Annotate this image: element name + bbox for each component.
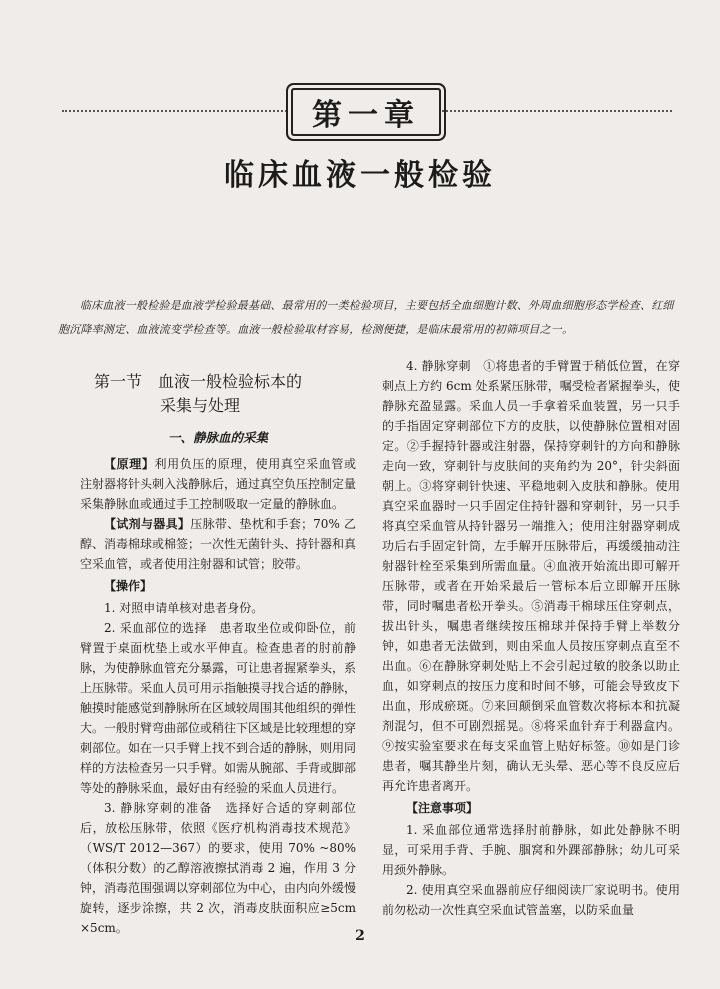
chapter-intro: 临床血液一般检验是血液学检验最基础、最常用的一类检验项目，主要包括全血细胞计数、外周血细胞形态学检查、红细胞沉降率测定、血液流变学检查等。血液一般检验取材容易，检测便捷，是临床最常用的初筛项目之一。 <box>58 299 674 336</box>
principle-text: 利用负压的原理，使用真空采血管或注射器将针头刺入浅静脉后，通过真空负压控制定量采集静脉血或通过手工控制吸取一定量的静脉血。 <box>80 457 357 511</box>
reagents-tag: 【试剂与器具】 <box>104 517 191 531</box>
section-title-line2: 采集与处理 <box>160 396 241 415</box>
dotted-rule-left <box>62 110 287 112</box>
reagents-text: 压脉带、垫枕和手套；70% 乙醇、消毒棉球或棉签；一次性无菌针头、持针器和真空采血管，或者使用注射器和试管；胶带。 <box>80 517 357 571</box>
principle-paragraph <box>80 454 356 514</box>
section-title <box>94 370 356 418</box>
page-number: 2 <box>355 928 365 944</box>
step-3: 3. 静脉穿刺的准备 选择好合适的穿刺部位后，放松压脉带，依照《医疗机构消毒技术规范》（WS/T 2012—367）的要求，使用 70% ~80%（体积分数）的乙醇溶液擦拭消毒 2 遍，作用 3 分钟，消毒范围强调以穿刺部位为中心，由内向外缓慢旋转，逐步涂擦，共 2 次，消毒皮肤面积应≥5cm ×5cm。 <box>80 801 357 935</box>
right-column <box>382 356 680 920</box>
chapter-title: 临床血液一般检验 <box>224 158 496 193</box>
section-title-line1: 第一节 血液一般检验标本的 <box>94 372 303 391</box>
operation-heading: 【操作】 <box>104 579 153 593</box>
chapter-header <box>62 88 672 138</box>
note-2: 2. 使用真空采血器前应仔细阅读厂家说明书。使用前勿松动一次性真空采血试管盖塞，以防采血量 <box>382 883 680 917</box>
left-column <box>80 356 356 938</box>
principle-tag: 【原理】 <box>104 457 155 471</box>
dotted-rule-right <box>442 110 672 112</box>
step-1: 1. 对照申请单核对患者身份。 <box>104 601 264 615</box>
chapter-label: 第一章 <box>291 88 441 136</box>
step-2: 2. 采血部位的选择 患者取坐位或仰卧位，前臂置于桌面枕垫上或水平伸直。检查患者的肘前静脉，为使静脉血管充分暴露，可让患者握紧拳头，系上压脉带。采血人员可用示指触摸寻找合适的静脉，触摸时能感觉到静脉所在区域较周围其他组织的弹性大。一般肘臂弯曲部位或稍往下区域是比较理想的穿刺部位。如在一只手臂上找不到合适的静脉，则用同样的方法检查另一只手臂。如需从腕部、手背或脚部等处的静脉采血，最好由有经验的采血人员进行。 <box>80 621 357 795</box>
sub-heading: 一、静脉血的采集 <box>167 430 268 445</box>
reagents-paragraph <box>80 514 356 574</box>
notes-heading: 【注意事项】 <box>406 801 479 815</box>
step-4: 4. 静脉穿刺 ①将患者的手臂置于稍低位置，在穿刺点上方约 6cm 处系紧压脉带，嘱受检者紧握拳头，使静脉充盈显露。采血人员一手拿着采血装置，另一只手的手指固定穿刺部位下方的皮肤，以使静脉位置相对固定。②手握持针器或注射器，保持穿刺针的方向和静脉走向一致，穿刺针与皮肤间的夹角约为 20°，针尖斜面朝上。③将穿刺针快速、平稳地刺入皮肤和静脉。使用真空采血器时一只手固定住持针器和穿刺针，另一只手将真空采血管从持针器另一端推入；使用注射器穿刺成功后右手固定针筒，左手解开压脉带后，再缓缓抽动注射器针栓至采集到所需血量。④血液开始流出即可解开压脉带，或者在开始采最后一管标本后立即解开压脉带，同时嘱患者松开拳头。⑤消毒干棉球压住穿刺点，拔出针头，嘱患者继续按压棉球并保持手臂上举数分钟，如患者无法做到，则由采血人员按压穿刺点直至不出血。⑥在静脉穿刺处贴上不会引起过敏的胶条以助止血，如穿刺点的按压力度和时间不够，可能会导致皮下出血，形成瘀斑。⑦来回颠倒采血管数次将标本和抗凝剂混匀，但不可剧烈摇晃。⑧将采血针弃于利器盒内。⑨按实验室要求在每支采血管上贴好标签。⑩如是门诊患者，嘱其静坐片刻，确认无头晕、恶心等不良反应后再允许患者离开。 <box>382 359 680 793</box>
note-1: 1. 采血部位通常选择肘前静脉，如此处静脉不明显，可采用手背、手腕、腘窝和外踝部静脉；幼儿可采用颈外静脉。 <box>382 823 680 877</box>
